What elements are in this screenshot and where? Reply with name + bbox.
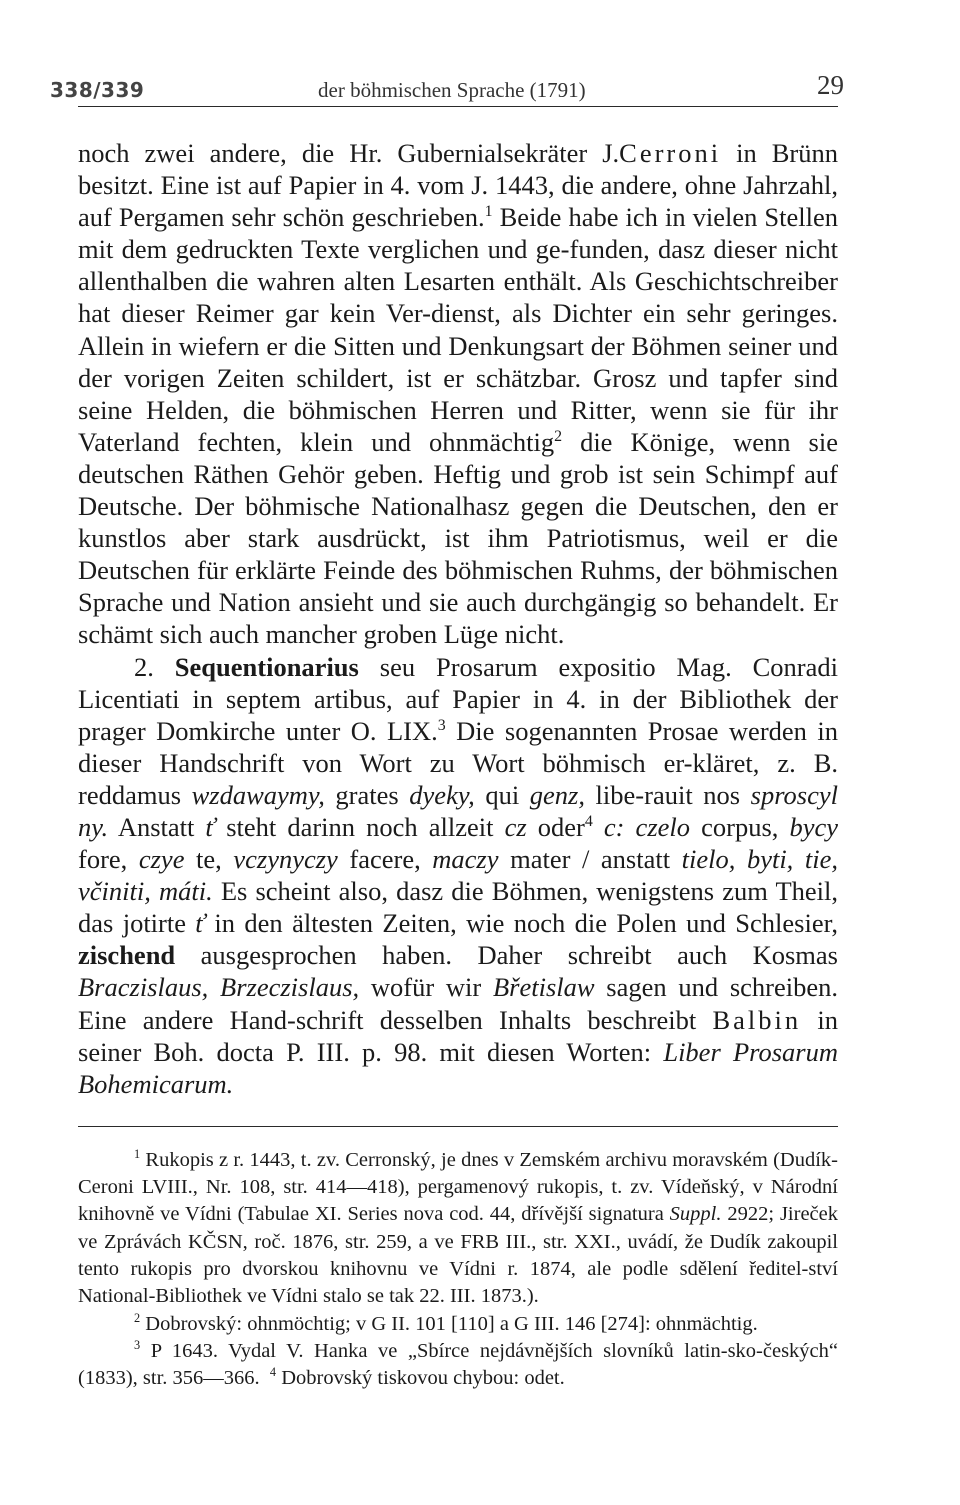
paragraph-1 [78, 137, 838, 651]
footnote-ref: 2 [554, 428, 563, 446]
footnote-number: 3 [134, 1338, 141, 1353]
text-run: in seiner Boh. docta P. III. p. 98. mit diesen Worten: [78, 1004, 838, 1067]
italic-word: Braczislaus, Brzeczislaus, [78, 972, 360, 1003]
paragraph-2 [78, 651, 838, 1100]
footnote-divider [78, 1126, 838, 1127]
person-name: Cerroni [619, 138, 722, 168]
footnote-text: Dobrovský: ohnmöchtig; v G II. 101 [110] a G III. 146 [274]: ohnmächtig. [140, 1312, 758, 1335]
text-run: Beide habe ich in vielen Stellen mit dem gedruckten Texte verglichen und ge-funden, dasz dieser nicht allenthalben die wahren alten Lesarten enthält. Als Geschichtschreiber hat dieser Reimer gar kein Ver-dienst, als Dichter ein sehr geringes. Allein in wiefern er die Sitten und Denkungsart der Böhmen seiner und der vorigen Zeiten schildert, ist er schätzbar. Grosz und tapfer sind seine Helden, die böhmischen Herren und Ritter, wenn sie für ihr Vaterland fechten, klein und ohnmächtig [78, 202, 839, 457]
text-run: seu Prosarum expositio Mag. Conradi Licentiati in septem artibus, auf Papier in 4. in der Bibliothek der prager Domkirche unter O. LIX. [78, 651, 839, 746]
text-run: noch zwei andere, die Hr. Gubernialsekräter J. [78, 138, 620, 168]
text-run: in Brünn besitzt. Eine ist auf Papier in 4. vom J. 1443, die andere, ohne Jahrzahl, auf Pergamen sehr schön geschrieben. [78, 138, 838, 233]
italic-word: dyeky, [409, 779, 475, 810]
text-run: qui [474, 779, 530, 810]
manuscript-title: Sequentionarius [174, 651, 359, 682]
italic-word: maczy [432, 844, 499, 875]
text-run: fore, [78, 844, 139, 875]
text-run: ausgesprochen haben. Daher schreibt auch Kosmas [175, 940, 838, 971]
italic-word: ť [205, 811, 216, 842]
page-number: 29 [817, 70, 844, 100]
italic-word: ť [195, 908, 206, 939]
text-run: Es scheint also, dasz die Böhmen, wenigstens zum Theil, das jotirte [78, 876, 839, 939]
text-run: steht darinn noch allzeit [215, 811, 505, 842]
footnote-2 [78, 1311, 838, 1338]
main-text [78, 137, 838, 1100]
italic-word: c: czelo [603, 811, 691, 842]
section-number: 2. [134, 651, 175, 682]
text-run: in den ältesten Zeiten, wie noch die Polen und Schlesier, [205, 908, 838, 939]
text-run: Anstatt [108, 811, 206, 842]
text-run [593, 812, 604, 842]
text-run: wofür wir [359, 972, 493, 1003]
footnote-text: Dobrovský tiskovou chybou: odet. [276, 1367, 565, 1390]
text-run: grates [324, 779, 410, 810]
text-run: facere, [337, 844, 433, 875]
text-run: Die sogenannten Prosae werden in dieser Handschrift von Wort zu Wort böhmisch er-kläret, z. B. reddamus [78, 715, 838, 810]
text-run: die Könige, wenn sie deutschen Räthen Gehör geben. Heftig und grob ist sein Schimpf auf Deutsche. Der böhmische Nationalhasz gegen die Deutschen, den er kunstlos aber stark ausdrückt, ist ihm Patriotismus, weil er die Deutschen für erklärte Feinde des böhmischen Ruhms, der böhmischen Sprache und Nation ansieht und sie auch durchgängig so behandelt. Er schämt sich auch mancher groben Lüge nicht. [78, 426, 838, 650]
footnote-number: 2 [134, 1310, 141, 1325]
italic-word: sproscyl ny. [78, 779, 838, 842]
bold-word: zischend [78, 940, 176, 971]
page-reference: 338/339 [50, 78, 145, 102]
footnote-text: P 1643. Vydal V. Hanka ve „Sbírce nejdávnějších slovníků latin-sko-českých“ (1833), str. 356—366. [78, 1339, 838, 1390]
italic-word: Suppl. [669, 1203, 722, 1226]
italic-word: Liber Prosarum Bohemicarum. [78, 1036, 838, 1099]
italic-word: cz [504, 811, 527, 842]
footnote-ref: 3 [437, 716, 446, 734]
footnote-text: Rukopis z r. 1443, t. zv. Cerronský, je dnes v Zemském archivu moravském (Dudík-Ceroni LVIII., Nr. 108, str. 414—418), pergamenový rukopis, t. zv. Vídeňský, v Národní knihovně ve Vídni (Tabulae XI. Series nova cod. 44, dřívější signatura [78, 1148, 838, 1226]
footnote-ref: 4 [584, 813, 593, 831]
page-header [50, 60, 844, 107]
italic-word: wzdawaymy, [191, 779, 325, 810]
italic-word: genz, [529, 779, 585, 810]
footnote-1 [78, 1147, 838, 1311]
footnote-number: 1 [134, 1146, 141, 1161]
italic-word: vczynyczy [233, 844, 338, 875]
footnote-3-4 [78, 1338, 838, 1393]
text-run: mater / anstatt [498, 844, 682, 875]
italic-word: czye [138, 844, 185, 875]
italic-word: Břetislaw [492, 972, 595, 1003]
footnote-text: 2922; Jireček ve Zprávách KČSN, roč. 1876, str. 259, a ve FRB III., str. XXI., uvádí, že Dudík zakoupil tento rukopis pro dvorskou knihovnu ve Vídni r. 1874, ale podle sdělení ředitel-ství National-Bibliothek ve Vídni stalo se tak 22. III. 1873.). [78, 1203, 838, 1308]
footnote-number: 4 [269, 1365, 277, 1380]
book-page [50, 60, 844, 1392]
text-run: corpus, [690, 811, 790, 842]
person-name: Balbin [712, 1004, 802, 1035]
text-run: libe-rauit nos [584, 779, 751, 810]
footnotes [78, 1147, 838, 1393]
text-run: oder [526, 811, 585, 842]
italic-word: bycy [789, 811, 839, 842]
italic-word: tielo, byti, tie, včiniti, máti. [78, 844, 838, 907]
running-title: der böhmischen Sprache (1791) [318, 78, 586, 102]
text-run: sagen und schreiben. Eine andere Hand-schrift desselben Inhalts beschreibt [78, 972, 838, 1035]
text-run: te, [184, 844, 234, 875]
footnote-ref: 1 [484, 203, 493, 221]
